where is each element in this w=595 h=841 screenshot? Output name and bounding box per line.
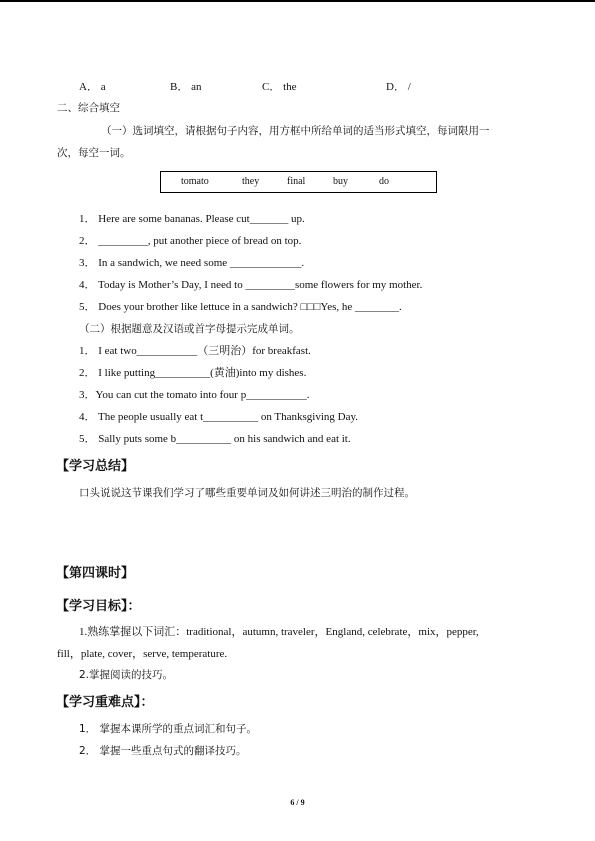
word-box-item: do [379, 176, 389, 187]
choice-a: A． a [79, 81, 106, 93]
choice-b: B． an [170, 81, 202, 93]
part2-item: 1． I eat two___________（三明治）for breakfast. [79, 345, 311, 357]
part1-item: 2． _________, put another piece of bread on top. [79, 235, 302, 247]
part1-item: 5． Does your brother like lettuce in a sandwich? □□□Yes, he ________. [79, 301, 402, 313]
page-number: 6 / 9 [290, 798, 305, 807]
word-box-item: final [287, 176, 306, 187]
part2-item: 2． I like putting__________(黄油)into my dishes. [79, 367, 307, 379]
word-box-item: tomato [181, 176, 209, 187]
word-box-item: they [242, 176, 260, 187]
goals-line1: 1.熟练掌握以下词汇：traditional，autumn, traveler，England, celebrate，mix，pepper, [79, 626, 479, 638]
part1-item: 4． Today is Mother’s Day, I need to _________some flowers for my mother. [79, 279, 423, 291]
goals-line2: fill，plate, cover，serve, temperature. [57, 648, 228, 660]
choice-c: C． the [262, 81, 297, 93]
part1-intro-line2: 次，每空一词。 [57, 147, 131, 159]
word-box-item: buy [333, 176, 348, 187]
lesson4-heading: 【第四课时】 [56, 566, 135, 581]
goals-heading: 【学习目标】： [56, 599, 141, 614]
section2-title: 二、综合填空 [57, 102, 120, 114]
part2-intro: （二）根据题意及汉语或首字母提示完成单词。 [79, 323, 300, 335]
part1-intro-line1: （一）选词填空，请根据句子内容，用方框中所给单词的适当形式填空，每词限用一 [101, 125, 490, 137]
keypoints-heading: 【学习重难点】： [56, 695, 154, 710]
part1-item: 1． Here are some bananas. Please cut_______ up. [79, 213, 305, 225]
choice-d: D． / [386, 81, 411, 93]
word-box [160, 171, 437, 193]
part2-item: 5． Sally puts some b__________ on his sandwich and eat it. [79, 433, 351, 445]
keypoints-item: 2． 掌握一些重点句式的翻译技巧。 [79, 745, 247, 757]
summary-heading: 【学习总结】 [56, 459, 135, 474]
keypoints-item: 1． 掌握本课所学的重点词汇和句子。 [79, 723, 258, 735]
part2-item: 3．You can cut the tomato into four p___________. [79, 389, 310, 401]
summary-text: 口头说说这节课我们学习了哪些重要单词及如何讲述三明治的制作过程。 [79, 487, 415, 499]
part1-item: 3． In a sandwich, we need some _____________. [79, 257, 305, 269]
part2-item: 4． The people usually eat t__________ on Thanksgiving Day. [79, 411, 359, 423]
goals-line3: 2.掌握阅读的技巧。 [79, 669, 174, 681]
top-rule [0, 0, 595, 2]
